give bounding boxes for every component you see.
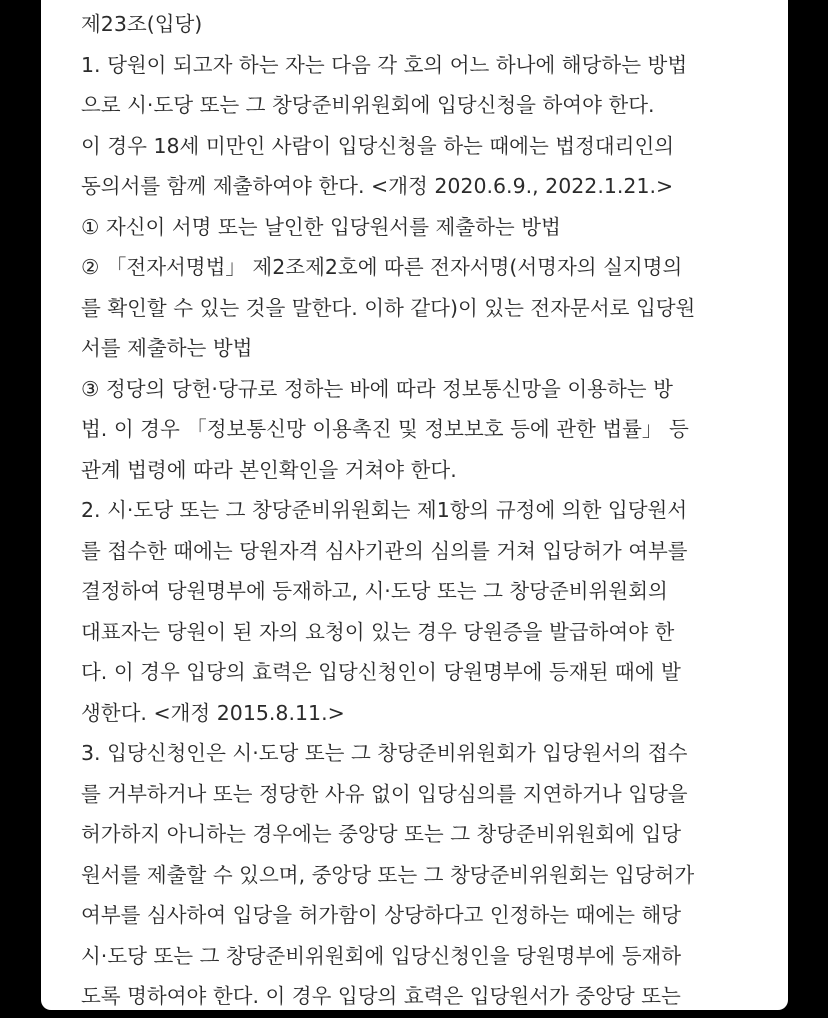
- text-line: 으로 시·도당 또는 그 창당준비위원회에 입당신청을 하여야 한다.: [81, 93, 655, 117]
- article-heading: 제23조(입당): [81, 12, 203, 36]
- text-line: 1. 당원이 되고자 하는 자는 다음 각 호의 어느 하나에 해당하는 방법: [81, 52, 688, 77]
- text-line: 생한다. <개정 2015.8.11.>: [81, 700, 345, 725]
- text-line: 이 경우 18세 미만인 사람이 입당신청을 하는 때에는 법정대리인의: [81, 133, 675, 158]
- text-line: 대표자는 당원이 된 자의 요청이 있는 경우 당원증을 발급하여야 한: [81, 619, 675, 644]
- text-line: 원서를 제출할 수 있으며, 중앙당 또는 그 창당준비위원회는 입당허가: [81, 862, 695, 887]
- text-line: 2. 시·도당 또는 그 창당준비위원회는 제1항의 규정에 의한 입당원서: [81, 498, 688, 522]
- text-line: 를 확인할 수 있는 것을 말한다. 이하 같다)이 있는 전자문서로 입당원: [81, 295, 696, 320]
- text-line: 여부를 심사하여 입당을 허가함이 상당하다고 인정하는 때에는 해당: [81, 903, 682, 927]
- text-line: 를 접수한 때에는 당원자격 심사기관의 심의를 거쳐 입당허가 여부를: [81, 538, 688, 563]
- text-line: 서를 제출하는 방법: [81, 336, 253, 360]
- text-line: 를 거부하거나 또는 정당한 사유 없이 입당심의를 지연하거나 입당을: [81, 781, 688, 806]
- text-line: ① 자신이 서명 또는 날인한 입당원서를 제출하는 방법: [81, 214, 561, 239]
- text-line: 3. 입당신청인은 시·도당 또는 그 창당준비위원회가 입당원서의 접수: [81, 741, 688, 765]
- text-line: ② 「전자서명법」 제2조제2호에 따른 전자서명(서명자의 실지명의: [81, 255, 683, 279]
- text-line: 허가하지 아니하는 경우에는 중앙당 또는 그 창당준비위원회에 입당: [81, 822, 682, 846]
- text-line: 도록 명하여야 한다. 이 경우 입당의 효력은 입당원서가 중앙당 또는: [81, 984, 681, 1008]
- text-line: 동의서를 함께 제출하여야 한다. <개정 2020.6.9., 2022.1.21.>: [81, 174, 674, 198]
- article-text: [81, 4, 761, 1010]
- text-line: ③ 정당의 당헌·당규로 정하는 바에 따라 정보통신망을 이용하는 방: [81, 376, 673, 401]
- text-line: 다. 이 경우 입당의 효력은 입당신청인이 당원명부에 등재된 때에 발: [81, 660, 681, 684]
- text-line: 결정하여 당원명부에 등재하고, 시·도당 또는 그 창당준비위원회의: [81, 579, 668, 603]
- document-card: [41, 0, 788, 1010]
- text-line: 관계 법령에 따라 본인확인을 거쳐야 한다.: [81, 457, 457, 482]
- text-line: 시·도당 또는 그 창당준비위원회에 입당신청인을 당원명부에 등재하: [81, 943, 682, 968]
- text-line: 법. 이 경우 「정보통신망 이용촉진 및 정보보호 등에 관한 법률」 등: [81, 417, 689, 441]
